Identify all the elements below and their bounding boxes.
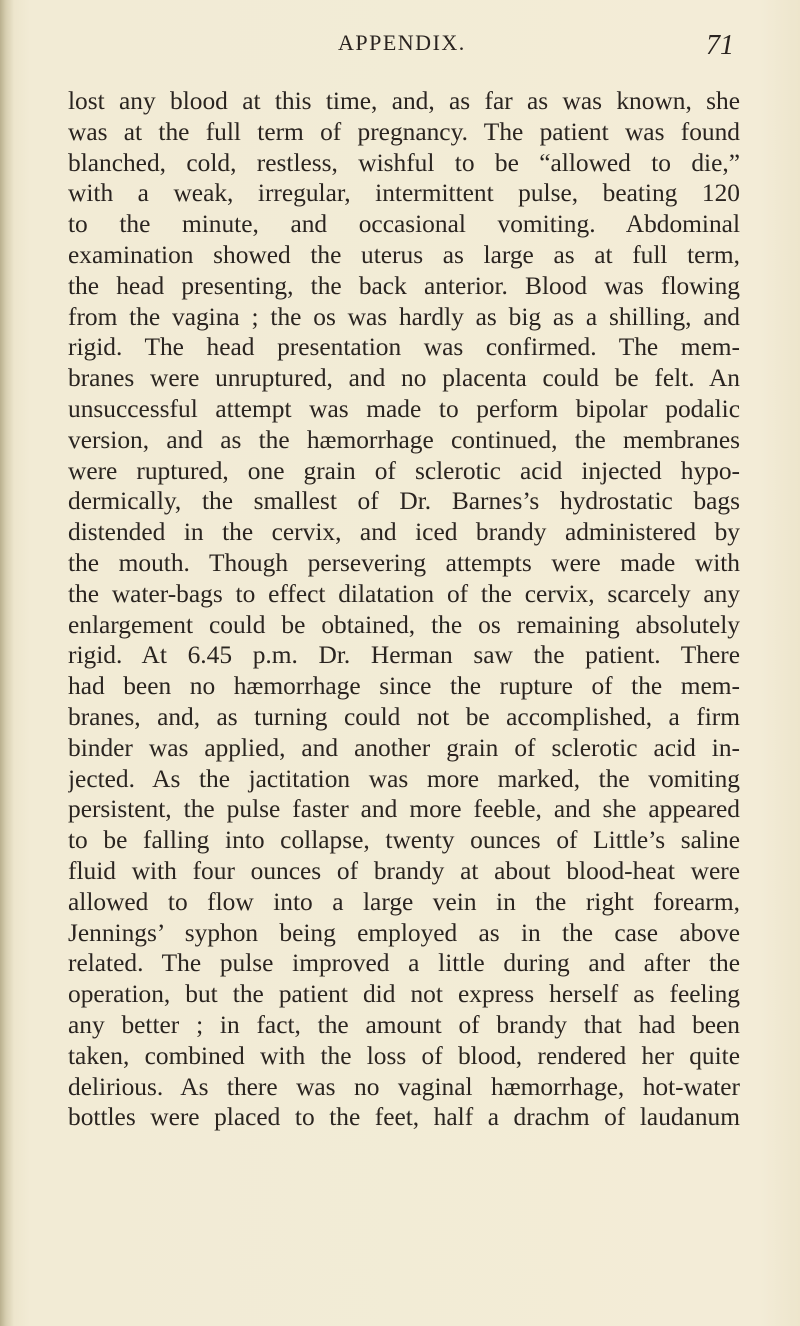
text-line: unsuccessful attempt was made to perform bipolar podalic [68,394,740,423]
text-line: to the minute, and occasional vomiting. Abdominal [68,210,740,239]
text-line: taken, combined with the loss of blood, rendered her quite [68,1041,740,1070]
text-line: to be falling into collapse, twenty ounces of Little’s saline [68,826,740,855]
text-line: distended in the cervix, and iced brandy administered by [68,518,740,547]
text-line: the head presenting, the back anterior. Blood was flowing [68,271,740,300]
running-head: APPENDIX. [338,30,466,55]
body-text [68,86,740,1133]
text-line: version, and as the hæmorrhage continued, the membranes [68,425,740,454]
text-line: binder was applied, and another grain of sclerotic acid in- [68,733,740,762]
text-line: was at the full term of pregnancy. The patient was found [68,117,740,146]
text-line: rigid. At 6.45 p.m. Dr. Herman saw the patient. There [68,641,740,670]
text-line: dermically, the smallest of Dr. Barnes’s hydrostatic bags [68,487,740,516]
text-line: delirious. As there was no vaginal hæmorrhage, hot-water [68,1072,740,1101]
text-line: from the vagina ; the os was hardly as big as a shilling, and [68,302,740,331]
text-line: Jennings’ syphon being employed as in the case above [68,918,740,947]
text-line: the water-bags to effect dilatation of the cervix, scarcely any [68,579,740,608]
text-line: related. The pulse improved a little during and after the [68,949,740,978]
text-line: branes were unruptured, and no placenta could be felt. An [68,364,740,393]
text-line: fluid with four ounces of brandy at about blood-heat were [68,856,740,885]
text-line: enlargement could be obtained, the os remaining absolutely [68,610,740,639]
text-line: lost any blood at this time, and, as far as was known, she [68,87,740,115]
text-line: jected. As the jactitation was more marked, the vomiting [68,764,740,793]
text-line: had been no hæmorrhage since the rupture of the mem- [68,672,740,701]
text-line: blanched, cold, restless, wishful to be “allowed to die,” [68,148,740,177]
text-line: bottles were placed to the feet, half a drachm of laudanum [68,1103,740,1132]
text-line: branes, and, as turning could not be accomplished, a firm [68,702,740,731]
text-line: with a weak, irregular, intermittent pulse, beating 120 [68,179,740,208]
text-line: were ruptured, one grain of sclerotic acid injected hypo- [68,456,740,485]
text-line: persistent, the pulse faster and more feeble, and she appeared [68,795,740,824]
text-line: operation, but the patient did not express herself as feeling [68,980,740,1009]
text-line: examination showed the uterus as large as at full term, [68,240,740,269]
text-line: any better ; in fact, the amount of brandy that had been [68,1010,740,1039]
page-number: 71 [706,30,734,61]
spine-shadow [0,0,14,1326]
text-line: allowed to flow into a large vein in the right forearm, [68,887,740,916]
text-line: rigid. The head presentation was confirmed. The mem- [68,333,740,362]
page-header [0,30,800,70]
text-line: the mouth. Though persevering attempts were made with [68,548,740,577]
